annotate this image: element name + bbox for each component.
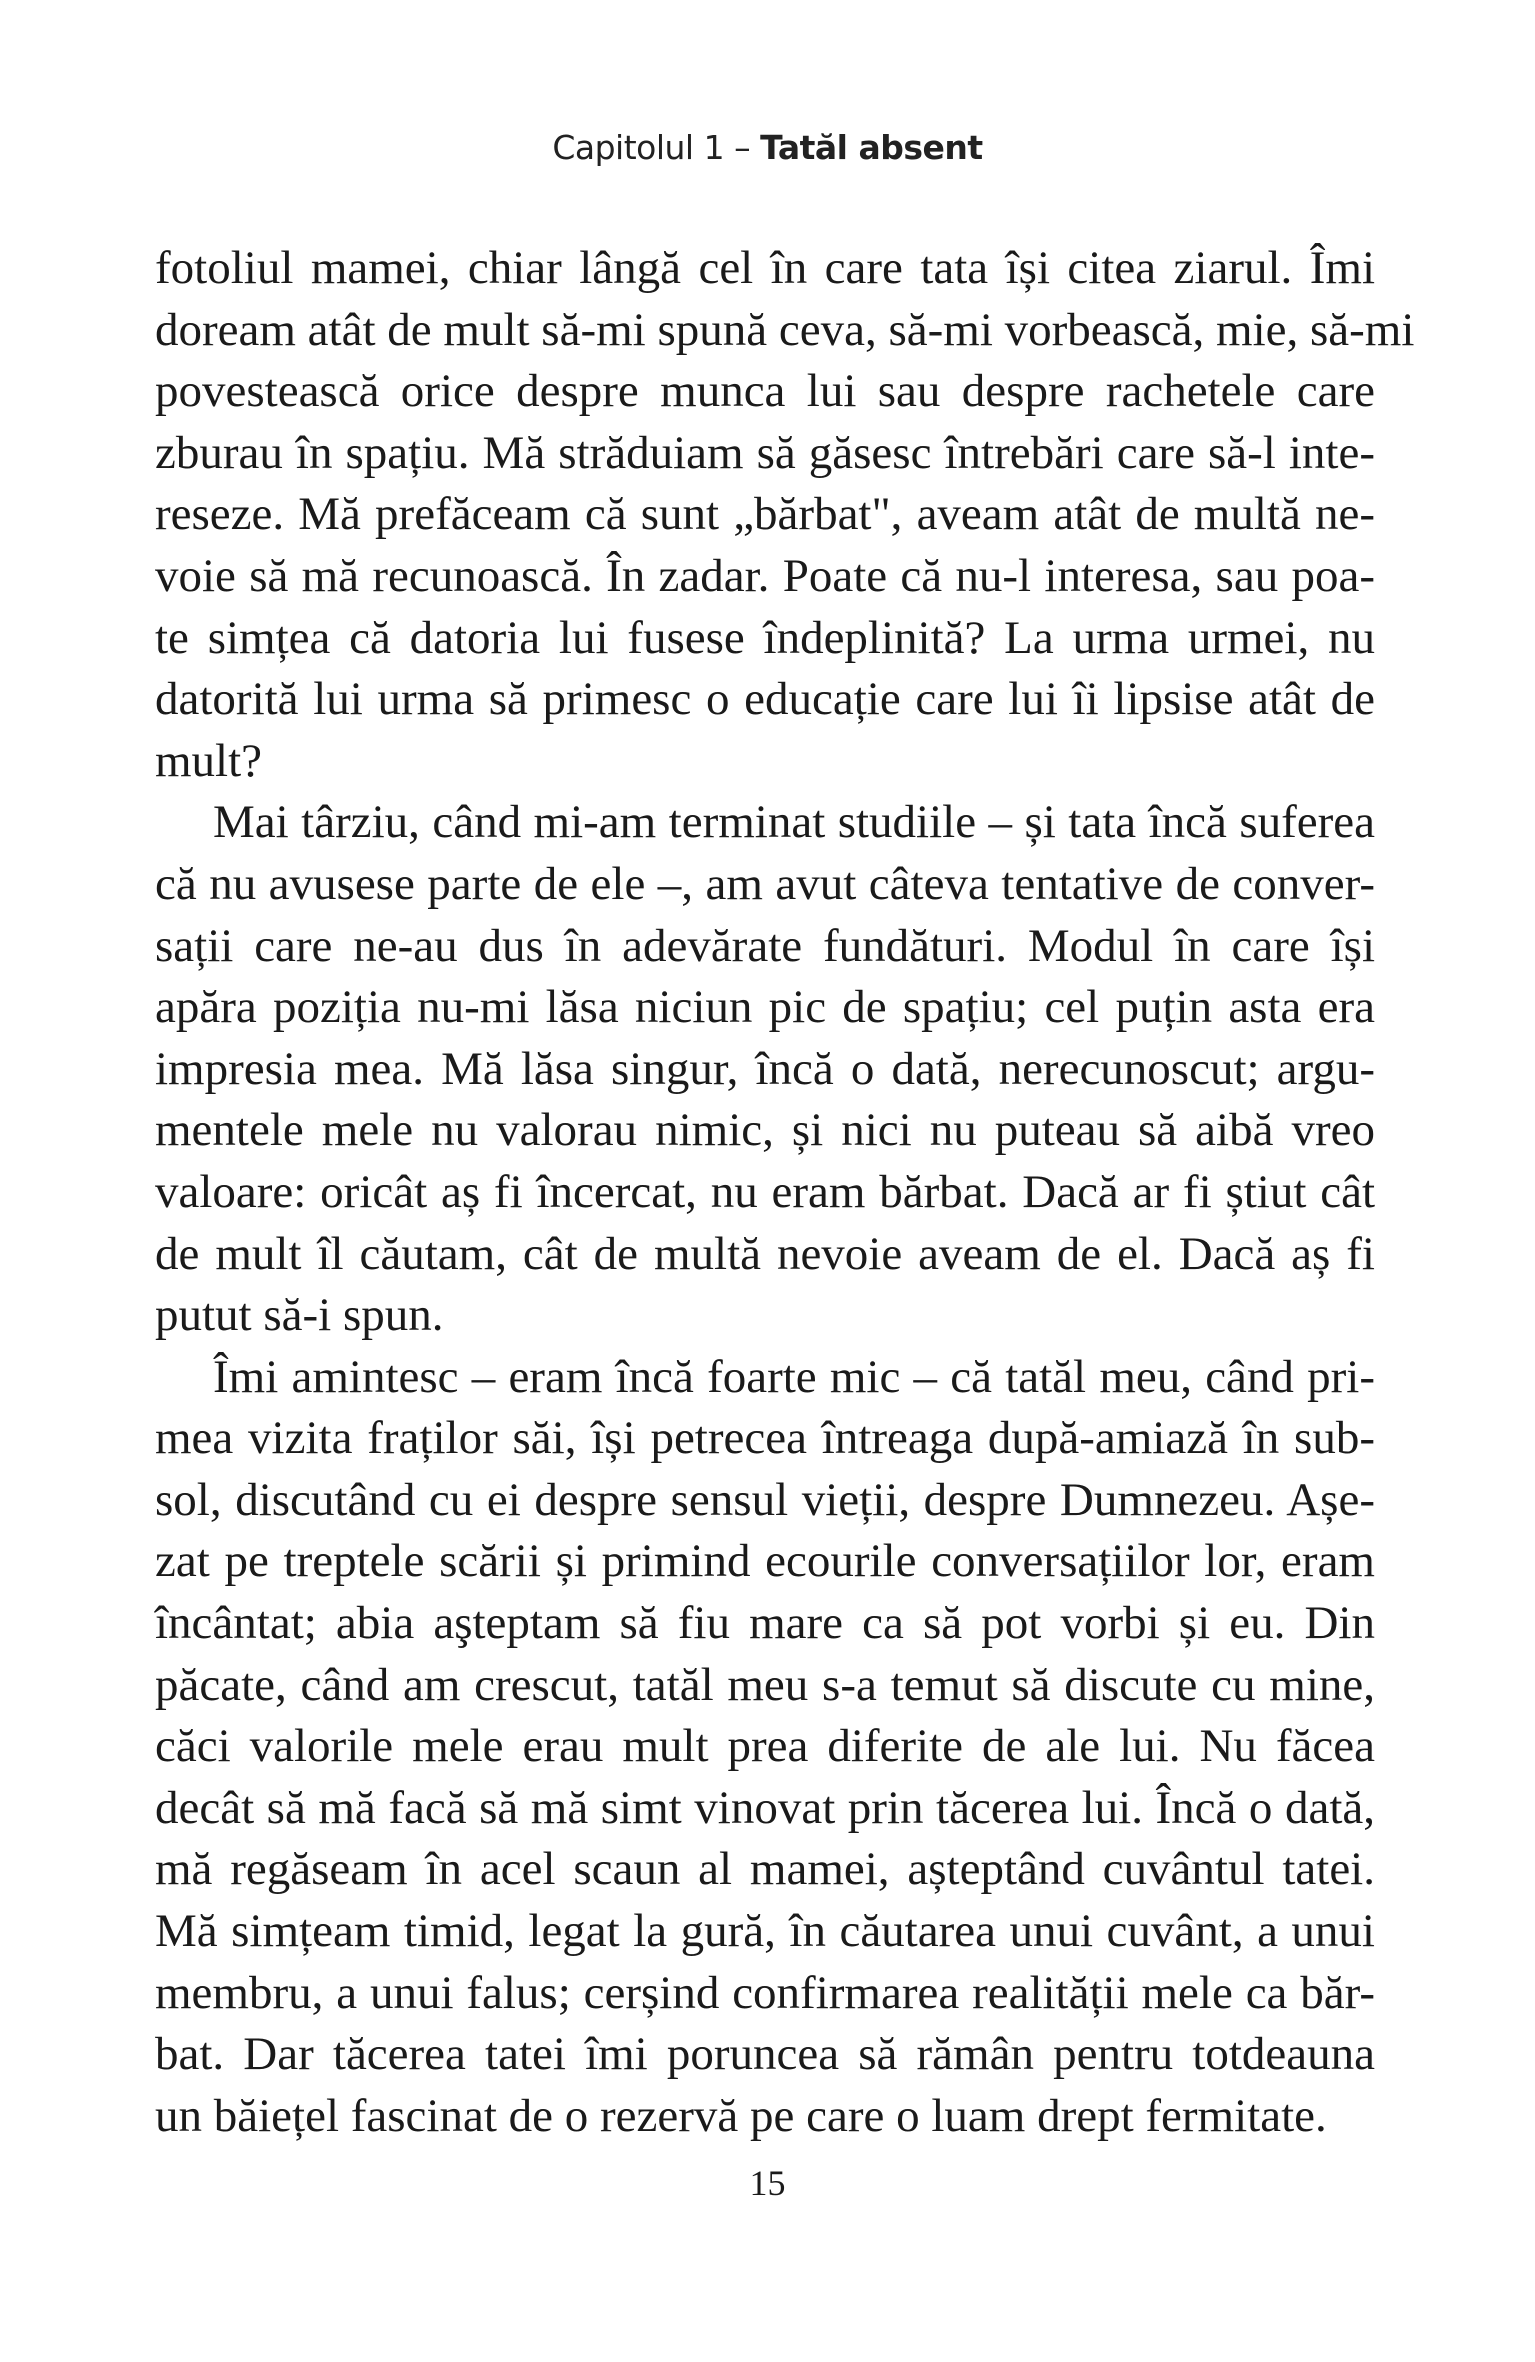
text-line: decât să mă facă să mă simt vinovat prin tăcerea lui. Încă o dată,: [155, 1781, 1375, 1834]
text-line: mea vizita fraților săi, își petrecea întreaga după-amiază în sub-: [155, 1412, 1375, 1465]
page-number: 15: [749, 2163, 786, 2203]
text-line: zburau în spațiu. Mă străduiam să găsesc întrebări care să-l inte-: [155, 426, 1375, 479]
text-line: încântat; abia aşteptam să fiu mare ca să pot vorbi și eu. Din: [155, 1597, 1375, 1650]
text-line: valoare: oricât aș fi încercat, nu eram bărbat. Dacă ar fi știut cât: [155, 1165, 1375, 1218]
text-line: impresia mea. Mă lăsa singur, încă o dată, nerecunoscut; argu-: [155, 1042, 1375, 1095]
text-line: bat. Dar tăcerea tatei îmi poruncea să rămân pentru totdeauna: [155, 2028, 1375, 2081]
text-line: Mă simțeam timid, legat la gură, în căutarea unui cuvânt, a unui: [155, 1905, 1375, 1958]
text-line: datorită lui urma să primesc o educație care lui îi lipsise atât de: [155, 673, 1375, 726]
text-line: păcate, când am crescut, tatăl meu s-a temut să discute cu mine,: [155, 1658, 1375, 1711]
running-header: [0, 128, 1535, 167]
text-line: mentele mele nu valorau nimic, și nici nu puteau să aibă vreo: [155, 1104, 1375, 1157]
paragraph-2: [155, 792, 1375, 1346]
body-text: [155, 238, 1415, 2147]
text-line: fotoliul mamei, chiar lângă cel în care tata își citea ziarul. Îmi: [155, 242, 1375, 294]
paragraph-3: [155, 1347, 1375, 2148]
text-line: reseze. Mă prefăceam că sunt „bărbat", aveam atât de multă ne-: [155, 488, 1375, 541]
text-line: mă regăseam în acel scaun al mamei, așteptând cuvântul tatei.: [155, 1843, 1375, 1896]
text-line: putut să-i spun.: [155, 1289, 444, 1342]
text-line: Mai târziu, când mi-am terminat studiile – și tata încă suferea: [213, 796, 1375, 849]
chapter-title: Tatăl absent: [760, 128, 983, 167]
text-line: zat pe treptele scării și primind ecourile conversațiilor lor, eram: [155, 1535, 1375, 1588]
text-line: povestească orice despre munca lui sau despre rachetele care: [155, 365, 1375, 418]
text-line: un băiețel fascinat de o rezervă pe care o luam drept fermitate.: [155, 2089, 1327, 2142]
text-line: membru, a unui falus; cerșind confirmarea realității mele ca băr-: [155, 1966, 1375, 2019]
chapter-label: Capitolul 1 –: [552, 128, 761, 167]
text-line: sații care ne-au dus în adevărate fundături. Modul în care își: [155, 919, 1375, 972]
text-line: apăra poziția nu-mi lăsa niciun pic de spațiu; cel puțin asta era: [155, 981, 1375, 1034]
paragraph-1: [155, 238, 1415, 792]
text-line: căci valorile mele erau mult prea diferite de ale lui. Nu făcea: [155, 1720, 1375, 1773]
text-line: de mult îl căutam, cât de multă nevoie aveam de el. Dacă aș fi: [155, 1227, 1375, 1280]
text-line: Îmi amintesc – eram încă foarte mic – că tatăl meu, când pri-: [213, 1350, 1375, 1403]
text-line: voie să mă recunoască. În zadar. Poate că nu-l interesa, sau poa-: [155, 549, 1375, 602]
text-line: mult?: [155, 734, 263, 787]
text-line: că nu avusese parte de ele –, am avut câteva tentative de conver-: [155, 857, 1375, 910]
text-line: doream atât de mult să-mi spună ceva, să-mi vorbească, mie, să-mi: [155, 303, 1415, 356]
text-line: sol, discutând cu ei despre sensul vieții, despre Dumnezeu. Așe-: [155, 1473, 1375, 1526]
text-line: te simțea că datoria lui fusese îndeplinită? La urma urmei, nu: [155, 611, 1375, 664]
